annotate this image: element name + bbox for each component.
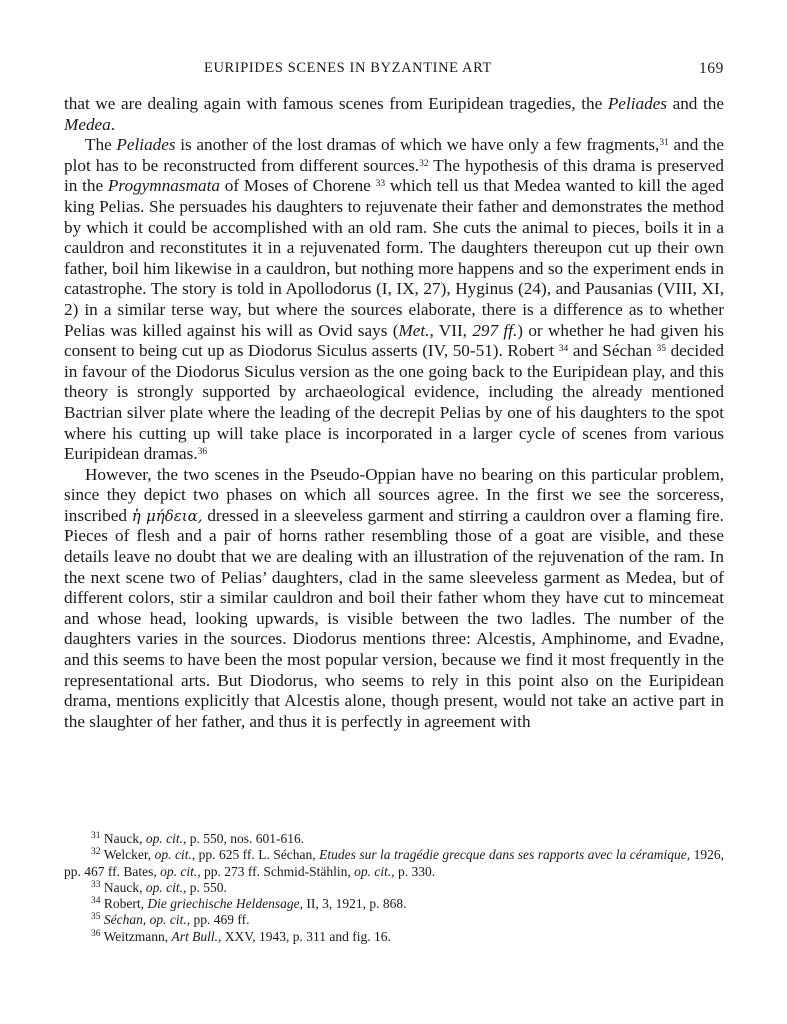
- body-text: [64, 94, 724, 732]
- footnote-33: $^{33}$ Nauck, op. cit., p. 550.: [91, 879, 227, 895]
- footnote-ref-34: 34: [558, 343, 569, 354]
- running-header: [64, 60, 724, 84]
- footnote-ref-31: 31: [659, 137, 669, 148]
- footnote-ref-35: 35: [656, 343, 666, 354]
- footnotes: [64, 831, 724, 945]
- paragraph-3: However, the two scenes in the Pseudo-Oppian have no bearing on this particular problem, since they depict two phases on which all sources agree. In the first we see the sorceress, inscribed ἡ μήδεια, dressed in a sleeveless garment and stirring a cauldron over a flaming fire. Pieces of flesh and a pair of horns rather resembling those of a goat are visible, and these details leave no doubt that we are dealing with an illustration of the rejuvenation of the ram. In the next scene two of Pelias’ daughters, clad in the same sleeveless garment as Medea, but of different colors, stir a similar cauldron and boil their father whom they have cut to mincemeat and whose head, looking upwards, is visible between the two ladles. The number of the daughters varies in the sources. Diodorus mentions three: Alcestis, Amphinome, and Evadne, and this seems to have been the most popular version, because we find it most frequently in the representational arts. But Diodorus, who seems to rely in this point also on the Euripidean drama, mentions explicitly that Alcestis alone, though present, would not take an active part in the slaughter of her father, and thus it is perfectly in agreement with: [64, 464, 724, 731]
- paragraph-1: that we are dealing again with famous scenes from Euripidean tragedies, the Peliades and the Medea.: [64, 94, 724, 134]
- paragraph-2: The Peliades is another of the lost dramas of which we have only a few fragments,$^{31}$ and the plot has to be reconstructed from different sources.$^{32}$ The hypothesis of this drama is preserved in the Progymnasmata of Moses of Chorene $^{33}$ which tell us that Medea wanted to kill the aged king Pelias. She persuades his daughters to rejuvenate their father and demonstrates the method by which it could be accomplished with an old ram. She cuts the animal to pieces, boils it in a cauldron and reconstitutes it in a rejuvenated form. The daughters thereupon cut up their own father, boil him likewise in a cauldron, but nothing more happens and so the experiment ends in catastrophe. The story is told in Apollodorus (I, IX, 27), Hyginus (24), and Pausanias (VIII, XI, 2) in a similar terse way, but where the sources elaborate, there is a difference as to whether Pelias was killed against his will as Ovid says (Met., VII, 297 ff.) or whether he had given his consent to being cut up as Diodorus Siculus asserts (IV, 50-51). Robert $^{34}$ and Séchan $^{35}$ decided in favour of the Diodorus Siculus version as the one going back to the Euripidean play, and this theory is strongly supported by archaeological evidence, including the already mentioned Bactrian silver plate where the leading of the decrepit Pelias by one of his daughters to the spot where his cutting up will take place is incorporated in a larger cycle of scenes from various Euripidean dramas.$^{36}$: [64, 135, 725, 464]
- footnote-ref-36: 36: [197, 446, 208, 457]
- greek-inscription: ἡ μήδεια,: [131, 506, 203, 525]
- footnote-36: $^{36}$ Weitzmann, Art Bull., XXV, 1943, p. 311 and fig. 16.: [91, 928, 391, 944]
- footnote-32: $^{32}$ Welcker, op. cit., pp. 625 ff. L. Séchan, Etudes sur la tragédie grecque dans ses rapports avec la céramique, 1926, pp. 467 ff. Bates, op. cit., pp. 273 ff. Schmid-Stählin, op. cit., p. 330.: [64, 847, 724, 879]
- footnote-ref-32: 32: [419, 158, 429, 169]
- footnote-31: $^{31}$ Nauck, op. cit., p. 550, nos. 601-616.: [91, 830, 305, 846]
- footnote-ref-33: 33: [375, 179, 386, 190]
- footnote-34: $^{34}$ Robert, Die griechische Heldensage, II, 3, 1921, p. 868.: [91, 895, 407, 912]
- footnote-35: $^{35}$ Séchan, op. cit., pp. 469 ff.: [91, 912, 250, 928]
- running-title: EURIPIDES SCENES IN BYZANTINE ART: [204, 60, 492, 76]
- page-number: 169: [698, 60, 724, 77]
